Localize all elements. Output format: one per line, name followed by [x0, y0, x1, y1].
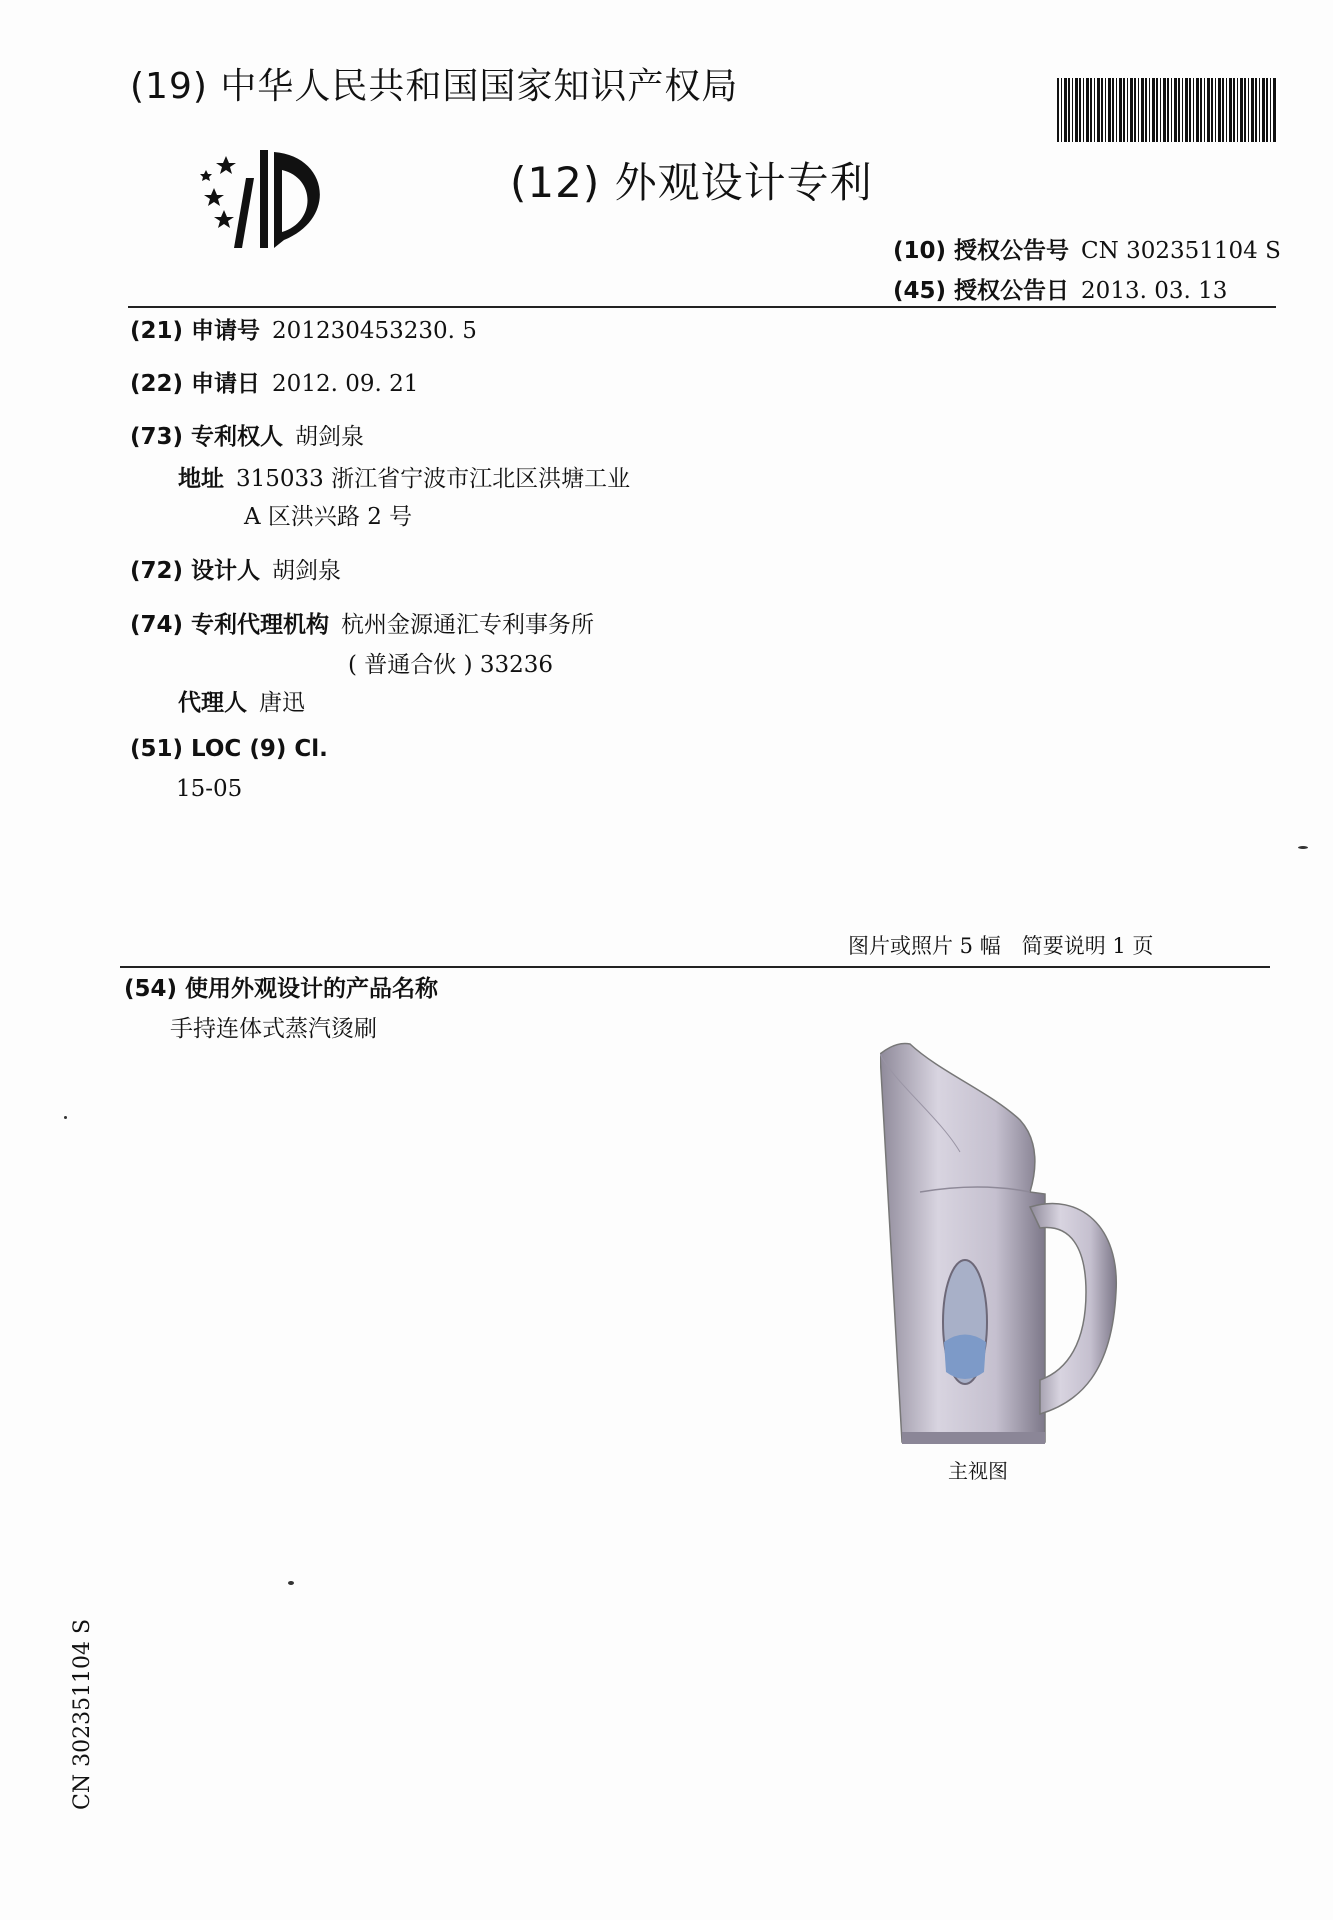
agency-row — [130, 606, 594, 639]
address-row — [178, 460, 630, 493]
publication-number-label: (10) 授权公告号 — [893, 238, 1070, 264]
owner-value: 胡剑泉 — [295, 424, 365, 450]
product-name: 手持连体式蒸汽烫刷 — [170, 1016, 377, 1042]
owner-row — [130, 418, 364, 451]
header-divider — [128, 306, 1276, 308]
office-heading: (19) 中华人民共和国国家知识产权局 — [130, 66, 739, 107]
agency-line-2: ( 普通合伙 ) 33236 — [348, 652, 554, 678]
application-date-row — [130, 365, 418, 398]
agent-row — [178, 684, 305, 717]
designer-value: 胡剑泉 — [272, 558, 342, 584]
scan-speck — [64, 1116, 67, 1119]
cnipa-emblem-icon — [198, 148, 334, 250]
figure-count-summary: 图片或照片 5 幅 简要说明 1 页 — [848, 934, 1154, 958]
side-publication-number: CN 302351104 S — [70, 1618, 95, 1810]
steamer-brush-drawing — [880, 1042, 1120, 1446]
designer-row — [130, 552, 341, 585]
loc-row — [130, 736, 328, 762]
loc-label: (51) LOC (9) Cl. — [130, 736, 328, 762]
loc-value: 15-05 — [176, 776, 243, 802]
document-type-heading: (12) 外观设计专利 — [510, 158, 873, 207]
title-divider — [120, 966, 1270, 968]
publication-date-row — [893, 272, 1227, 305]
address-label: 地址 — [178, 466, 224, 492]
agency-label: (74) 专利代理机构 — [130, 612, 330, 638]
owner-label: (73) 专利权人 — [130, 424, 284, 450]
agent-value: 唐迅 — [259, 690, 305, 716]
product-title-label — [124, 970, 438, 1003]
application-number-label: (21) 申请号 — [130, 318, 261, 344]
publication-date-value: 2013. 03. 13 — [1081, 278, 1228, 304]
application-number-value: 201230453230. 5 — [272, 318, 477, 344]
designer-label: (72) 设计人 — [130, 558, 261, 584]
agency-line-1: 杭州金源通汇专利事务所 — [341, 612, 595, 638]
application-date-value: 2012. 09. 21 — [272, 371, 419, 397]
barcode-icon — [1057, 78, 1277, 142]
publication-number-row — [893, 232, 1281, 265]
scan-speck — [288, 1581, 294, 1585]
publication-number-value: CN 302351104 S — [1081, 238, 1281, 264]
application-date-label: (22) 申请日 — [130, 371, 261, 397]
agent-label: 代理人 — [178, 690, 247, 716]
scan-speck — [1298, 846, 1308, 849]
publication-date-label: (45) 授权公告日 — [893, 278, 1070, 304]
application-number-row — [130, 312, 477, 345]
product-title-text: (54) 使用外观设计的产品名称 — [124, 976, 439, 1002]
figure-caption: 主视图 — [948, 1459, 1008, 1483]
address-line-1: 315033 浙江省宁波市江北区洪塘工业 — [236, 466, 631, 492]
address-line-2: A 区洪兴路 2 号 — [244, 504, 413, 530]
